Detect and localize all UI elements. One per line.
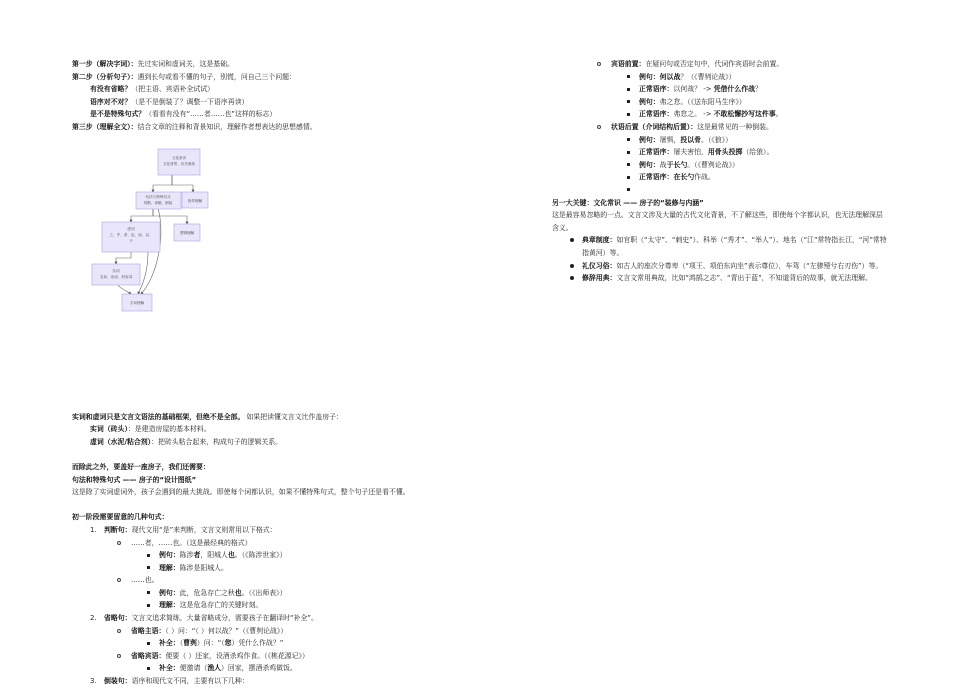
- edge-2-5: [153, 208, 187, 224]
- judgment-sentence: 1. 判断句：现代文用“是”来判断，文言文则常用以下格式：: [90, 525, 277, 534]
- node-function-word-sub: 之、乎、者、也、而、以、: [109, 232, 153, 237]
- edge-2-4: [131, 208, 153, 222]
- syntax-heading: 句法和特殊句式 —— 房子的“设计图纸”: [72, 475, 197, 484]
- node-syntax-sub: 判断、省略、倒装: [143, 200, 173, 205]
- step-3: 第三步（理解全文）：结合文章的注释和背景知识，理解作者想表达的思想感情。: [72, 122, 317, 131]
- adverbial-normal-2: 正常语序：在长勺作战。: [552, 171, 892, 184]
- question-omission: 有没有省略？（把主语、宾语补全试试）: [90, 85, 215, 94]
- omission-subject-fill: 补全：（曹刿）问：“（您）凭什么作战？”: [72, 637, 412, 650]
- empty-bullet: [552, 184, 892, 197]
- house-content-words: 实词（砖头）：是建造房屋的基本材料。: [90, 425, 211, 434]
- omission-object: 省略宾语：便要（ ）还家，设酒杀鸡作食。（《桃花源记》）: [72, 650, 412, 663]
- judgment-format-1-meaning: 理解：陈涉是阳城人。: [72, 562, 412, 575]
- object-normal-1: 正常语序：以何战？ -> 凭借什么作战？: [552, 83, 892, 96]
- adverbial-example-1: 例句：屠惧，投以骨。（《狼》）: [552, 134, 892, 147]
- node-word-understanding: 字词理解: [129, 300, 145, 305]
- node-syntax-title: 句法与特殊句式: [145, 194, 171, 199]
- syntax-description: 这是除了实词虚词外，孩子会遇到的最大挑战。即使每个词都认识，如果不懂特殊句式，整个句子还是看不懂。: [72, 488, 410, 497]
- culture-item-etiquette: 礼仪习俗：如古人的座次分尊卑（“项王、项伯东向坐”表示尊位），车驾（“左骖殪兮右刃伤”）等。: [552, 260, 892, 273]
- omission-sentence: 2. 省略句：文言文追求简练，大量省略成分，需要孩子在翻译时“补全”。: [90, 614, 318, 623]
- edge-1-3: [172, 175, 193, 192]
- edge-4-6: [116, 252, 131, 264]
- house-function-words: 虚词（水泥/粘合剂）：把砖头粘合起来，构成句子的逻辑关系。: [90, 437, 283, 446]
- node-logic: 逻辑理解: [179, 230, 195, 235]
- node-culture-sub: 文化背景、历史典故: [162, 161, 196, 166]
- right-column: [552, 58, 892, 285]
- object-example-2: 例句：弗之怠。（《送东阳马生序》）: [552, 96, 892, 109]
- node-function-word-title: 虚词: [127, 226, 135, 231]
- flowchart: [72, 148, 412, 326]
- left-column: [72, 58, 412, 688]
- node-guide: 指导理解: [187, 198, 203, 203]
- step-2: 第二步（分析句子）：遇到长句或看不懂的句子，别慌，问自己三个问题：: [72, 72, 296, 81]
- judgment-format-1: ……者，……也。（这是最经典的格式）: [72, 537, 412, 550]
- adverbial-postposition: 状语后置（介词结构后置）：这是最常见的一种倒装。: [552, 121, 892, 134]
- judgment-format-2-meaning: 理解：这是危急存亡的关键时刻。: [72, 599, 412, 612]
- culture-item-institutions: 典章制度：如官职（“太守”、“刺史”）、科举（“秀才”、“举人”）、地名（“江”常特指长江，“河”常特指黄河）等。: [552, 234, 892, 259]
- omission-subject: 省略主语：（ ）问：“（ ）何以战？”（《曹刿论战》）: [72, 625, 412, 638]
- question-special: 是不是特殊句式？（看看有没有“……者……也”这样的标志）: [90, 110, 277, 119]
- house-need-title: 而除此之外，要盖好一座房子，我们还需要：: [72, 462, 210, 471]
- culture-description: 这是最容易忽略的一点。文言文涉及大量的古代文化背景，不了解这些，即使每个字都认识，也无法理解深层含义。: [552, 211, 883, 232]
- node-content-word-title: 实词: [112, 268, 120, 273]
- flowchart-svg: [86, 148, 286, 326]
- house-intro: 实词和虚词只是文言文语法的基础框架，但绝不是全部。 如果把读懂文言文比作盖房子：: [72, 412, 343, 421]
- node-content-word-sub: 名词、动词、形容词: [99, 274, 133, 279]
- question-order: 语序对不对？（是不是倒装了？调整一下语序再读）: [90, 97, 249, 106]
- adverbial-normal-1: 正常语序：屠夫害怕，用骨头投掷（给狼）。: [552, 146, 892, 159]
- sentence-types-title: 初一阶段需要留意的几种句式：: [72, 513, 169, 522]
- step-1: 第一步（解决字词）：先过实词和虚词关，这是基础。: [72, 60, 234, 68]
- culture-item-allusions: 修辞用典：文言文常用典故，比如“鸿鹄之志”、“青出于蓝”，不知道背后的故事，就无法理解。: [552, 272, 892, 285]
- object-example-1: 例句：何以战？（《曹刿论战》）: [552, 71, 892, 84]
- node-culture-title: 文化常识: [171, 155, 187, 160]
- judgment-format-2: ……也。: [72, 574, 412, 587]
- edge-1-2: [153, 175, 172, 192]
- adverbial-example-2: 例句：战于长勺。（《曹刿论战》）: [552, 159, 892, 172]
- omission-object-fill: 补全：便邀请（渔人）回家，摆酒杀鸡做饭。: [72, 662, 412, 675]
- node-function-word-sub2: 于: [129, 238, 133, 243]
- inversion-sentence: 3. 倒装句：语序和现代文不同，主要有以下几种：: [90, 677, 249, 686]
- judgment-format-1-example: 例句：陈涉者，阳城人也。（《陈涉世家》）: [72, 549, 412, 562]
- object-normal-2: 正常语序：弗怠之。 -> 不敢松懈抄写这件事。: [552, 108, 892, 121]
- judgment-format-2-example: 例句：此，危急存亡之秋也。（《出师表》）: [72, 587, 412, 600]
- culture-heading: 另一大关键：文化常识 —— 房子的“装修与内涵”: [552, 198, 704, 207]
- object-preposition: 宾语前置：在疑问句或否定句中，代词作宾语时会前置。: [552, 58, 892, 71]
